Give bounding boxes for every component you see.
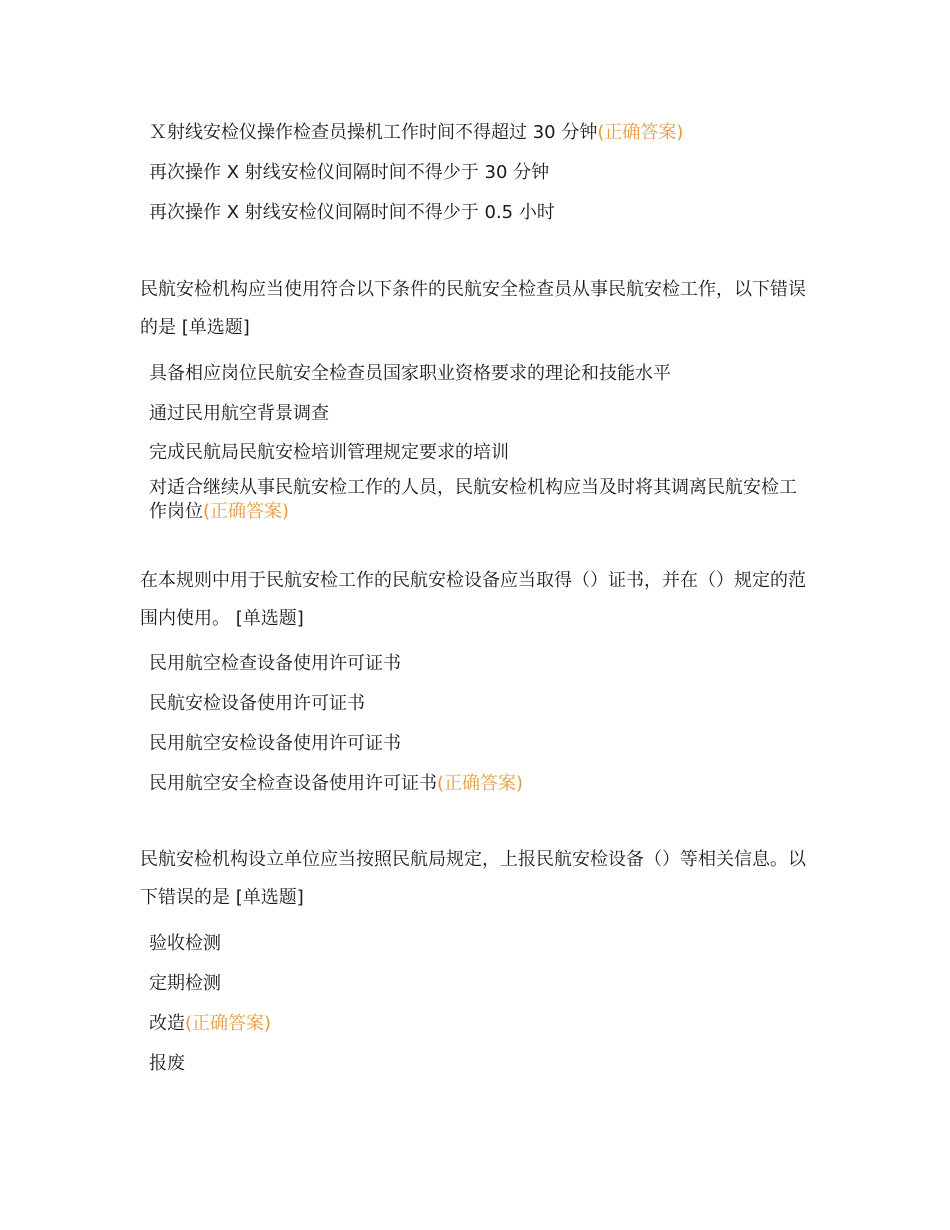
q3-option-3 (149, 1012, 814, 1036)
q2-question-text: 在本规则中用于民航安检工作的民航安检设备应当取得（）证书，并在（）规定的范围内使用。 [单选题] (140, 570, 806, 629)
q1-option-3-text: 完成民航局民航安检培训管理规定要求的培训 (149, 442, 509, 463)
q3-option-1-text: 验收检测 (149, 933, 221, 954)
q0-option-2-text: 再次操作 X 射线安检仪间隔时间不得少于 30 分钟 (149, 162, 550, 183)
q1-option-4 (149, 476, 809, 524)
q0-option-3 (149, 201, 814, 225)
q3-option-4 (149, 1052, 814, 1076)
q2-option-4-text: 民用航空安全检查设备使用许可证书 (149, 773, 437, 794)
q3-option-2-text: 定期检测 (149, 973, 221, 994)
q3-option-4-text: 报废 (149, 1053, 185, 1074)
q1-question-text: 民航安检机构应当使用符合以下条件的民航安全检查员从事民航安检工作，以下错误的是 [单选题] (140, 279, 806, 338)
q3-option-1 (149, 932, 814, 956)
correct-answer-mark: (正确答案) (203, 501, 290, 522)
q1-option-2-text: 通过民用航空背景调查 (149, 403, 329, 424)
q2-option-1-text: 民用航空检查设备使用许可证书 (149, 653, 401, 674)
q2-option-2 (149, 692, 814, 716)
q1-option-4-text: 对适合继续从事民航安检工作的人员，民航安检机构应当及时将其调离民航安检工作岗位 (149, 477, 797, 522)
correct-answer-mark: (正确答案) (597, 122, 684, 143)
q3-option-2 (149, 972, 814, 996)
q2-option-3-text: 民用航空安检设备使用许可证书 (149, 733, 401, 754)
q2-option-4 (149, 772, 814, 796)
q0-option-1-text: Ｘ射线安检仪操作检查员操机工作时间不得超过 30 分钟 (149, 122, 598, 143)
q1-option-3 (149, 441, 814, 465)
q2-option-2-text: 民航安检设备使用许可证书 (149, 693, 365, 714)
q2-option-1 (149, 652, 814, 676)
q0-option-1 (149, 121, 814, 145)
q0-option-3-text: 再次操作 X 射线安检仪间隔时间不得少于 0.5 小时 (149, 202, 555, 223)
correct-answer-mark: (正确答案) (437, 773, 524, 794)
q1-option-1 (149, 362, 814, 386)
q3-question-text: 民航安检机构设立单位应当按照民航局规定，上报民航安检设备（）等相关信息。以下错误的是 [单选题] (140, 849, 806, 908)
q3-option-3-text: 改造 (149, 1013, 185, 1034)
q0-option-2 (149, 161, 814, 185)
q1-option-2 (149, 402, 814, 426)
correct-answer-mark: (正确答案) (185, 1013, 272, 1034)
q2-option-3 (149, 732, 814, 756)
q1-option-1-text: 具备相应岗位民航安全检查员国家职业资格要求的理论和技能水平 (149, 363, 671, 384)
